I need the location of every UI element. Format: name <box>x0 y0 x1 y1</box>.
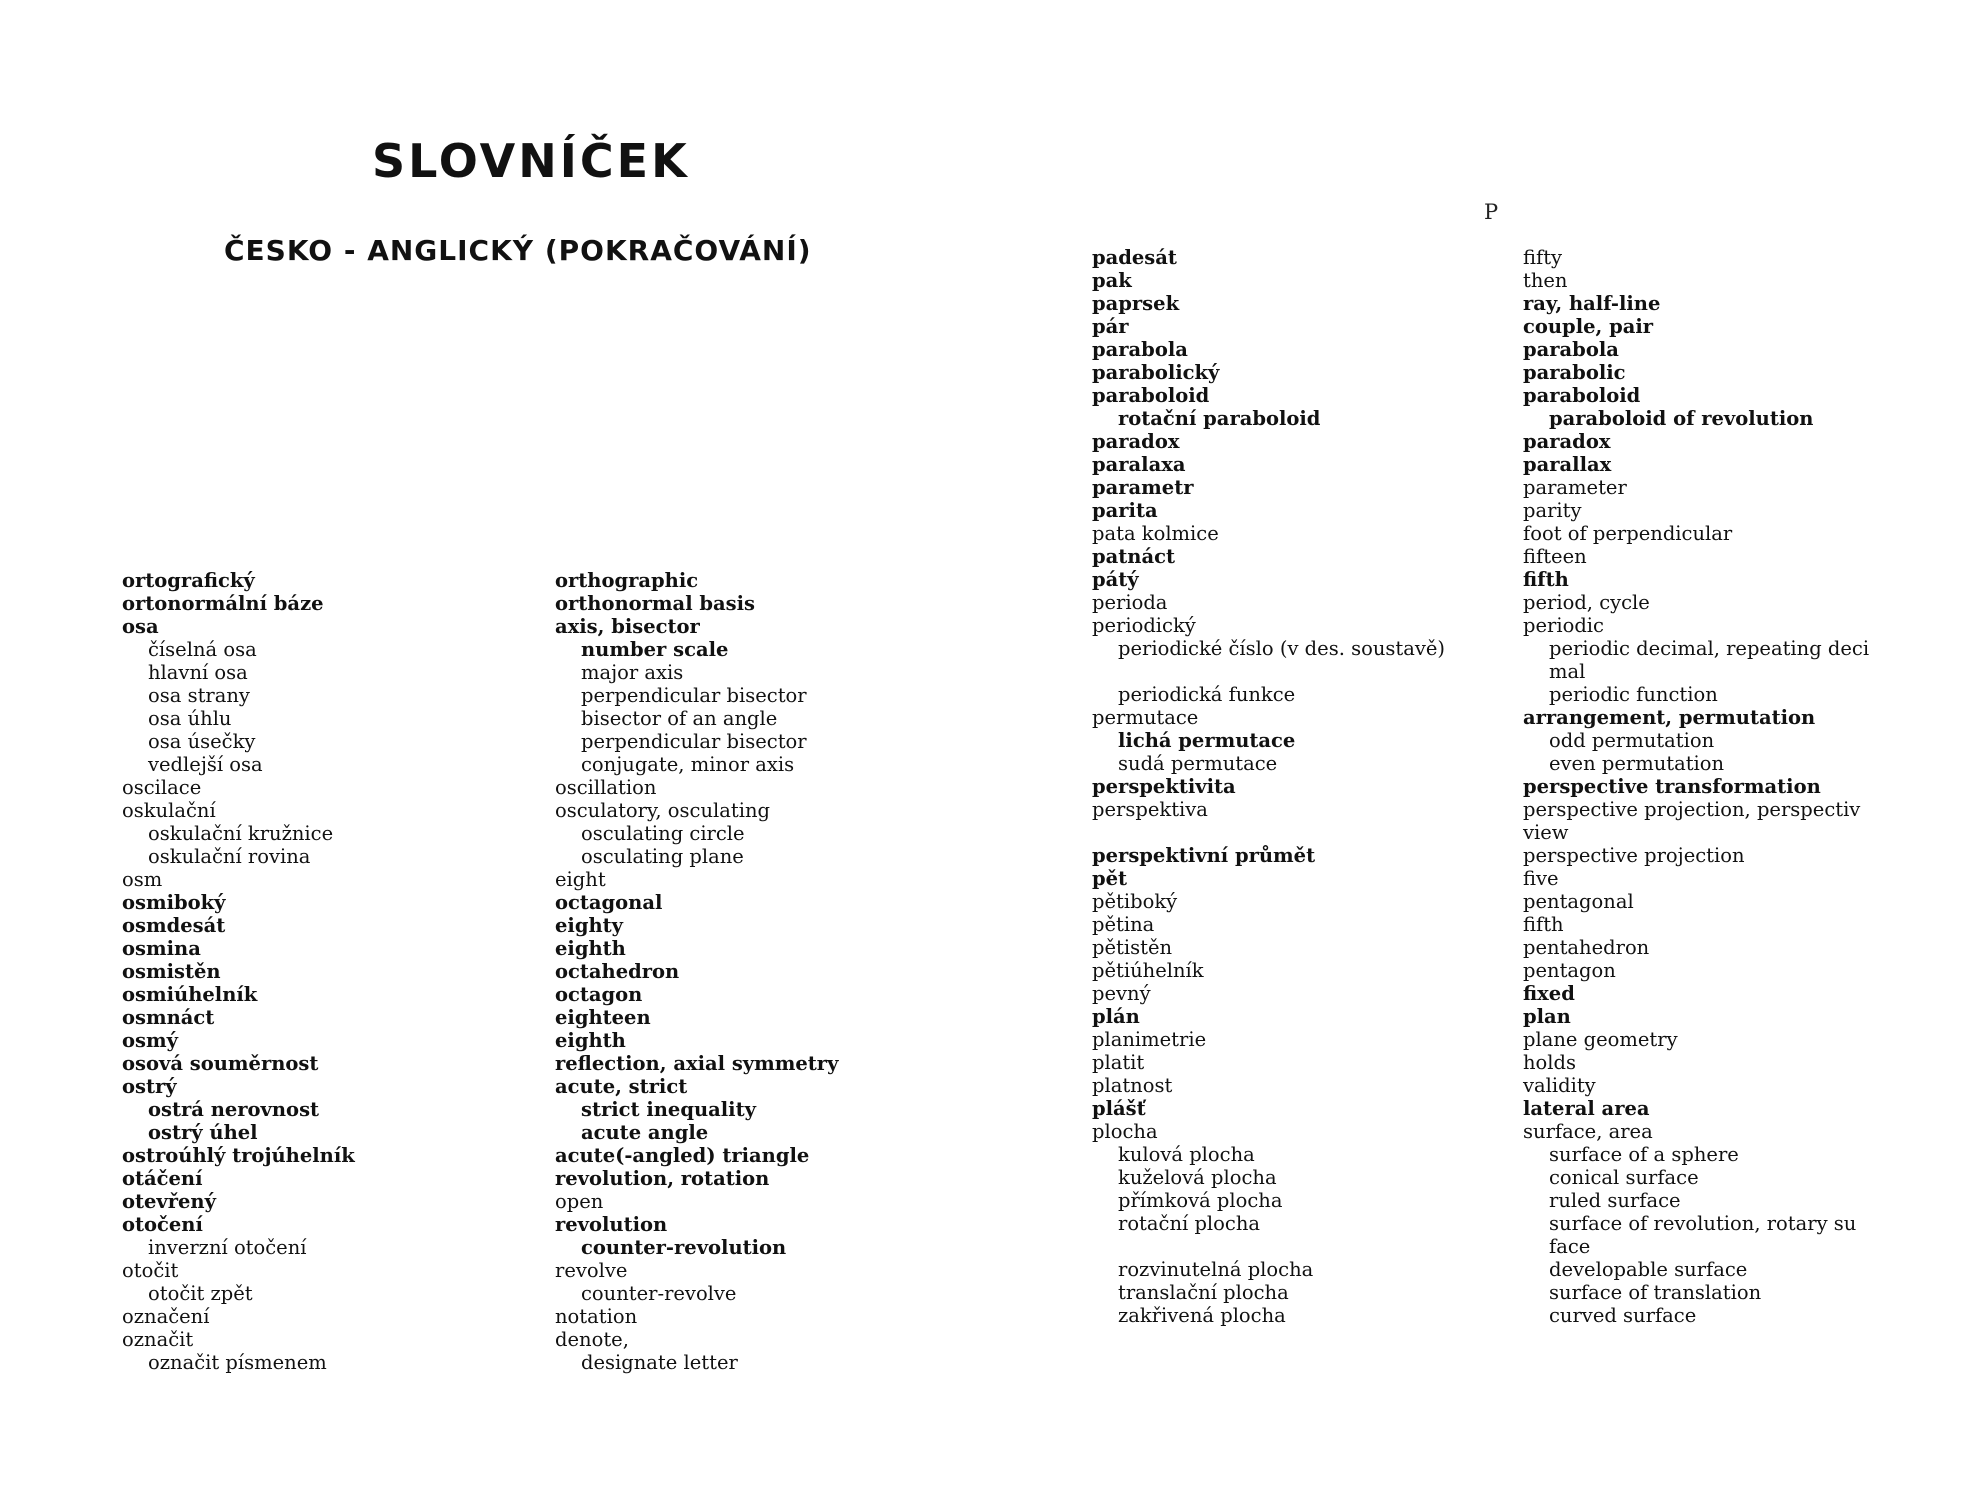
glossary-entry: reflection, axial symmetry <box>555 1052 839 1075</box>
glossary-entry: pevný <box>1092 982 1151 1005</box>
glossary-entry: padesát <box>1092 246 1177 269</box>
glossary-entry: eighth <box>555 937 626 960</box>
glossary-entry: periodické číslo (v des. soustavě) <box>1118 637 1446 660</box>
glossary-entry: even permutation <box>1549 752 1725 775</box>
glossary-entry: eight <box>555 868 606 891</box>
glossary-entry: kulová plocha <box>1118 1143 1255 1166</box>
glossary-entry: parametr <box>1092 476 1194 499</box>
glossary-entry: ray, half-line <box>1523 292 1661 315</box>
glossary-entry: permutace <box>1092 706 1199 729</box>
glossary-entry: otočit zpět <box>148 1282 253 1305</box>
glossary-entry: mal <box>1549 660 1586 683</box>
glossary-entry: osmina <box>122 937 201 960</box>
glossary-entry: otočení <box>122 1213 203 1236</box>
glossary-entry: otevřený <box>122 1190 216 1213</box>
glossary-entry: pět <box>1092 867 1128 890</box>
glossary-entry: osmistěn <box>122 960 221 983</box>
glossary-entry: surface, area <box>1523 1120 1653 1143</box>
glossary-entry: validity <box>1523 1074 1596 1097</box>
glossary-entry: octagon <box>555 983 643 1006</box>
glossary-entry: pata kolmice <box>1092 522 1219 545</box>
czech-terms-left-column <box>122 569 355 1374</box>
glossary-entry: ostroúhlý trojúhelník <box>122 1144 355 1167</box>
glossary-entry: orthonormal basis <box>555 592 756 615</box>
glossary-entry: otáčení <box>122 1167 203 1190</box>
english-terms-right-column <box>1523 246 1869 1327</box>
glossary-entry: osová souměrnost <box>122 1052 319 1075</box>
glossary-spacer <box>1092 821 1445 844</box>
glossary-entry: osm <box>122 868 163 891</box>
glossary-entry: eighth <box>555 1029 626 1052</box>
glossary-entry: planimetrie <box>1092 1028 1207 1051</box>
glossary-entry: zakřivená plocha <box>1118 1304 1286 1327</box>
glossary-entry: osa úhlu <box>148 707 232 730</box>
glossary-entry: perspective projection, perspectiv <box>1523 798 1861 821</box>
glossary-entry: osculating circle <box>581 822 745 845</box>
glossary-entry: kuželová plocha <box>1118 1166 1277 1189</box>
glossary-entry: perspektivita <box>1092 775 1236 798</box>
glossary-entry: face <box>1549 1235 1591 1258</box>
glossary-entry: acute, strict <box>555 1075 688 1098</box>
glossary-entry: ruled surface <box>1549 1189 1681 1212</box>
glossary-entry: five <box>1523 867 1559 890</box>
glossary-entry: pětiboký <box>1092 890 1178 913</box>
english-terms-left-column <box>555 569 838 1374</box>
glossary-entry: oskulační rovina <box>148 845 311 868</box>
glossary-entry: pentagon <box>1523 959 1616 982</box>
glossary-entry: ortonormální báze <box>122 592 324 615</box>
glossary-entry: ostrá nerovnost <box>148 1098 320 1121</box>
glossary-entry: parabola <box>1092 338 1188 361</box>
glossary-entry: bisector of an angle <box>581 707 778 730</box>
glossary-entry: arrangement, permutation <box>1523 706 1816 729</box>
glossary-entry: paralaxa <box>1092 453 1186 476</box>
glossary-entry: lateral area <box>1523 1097 1650 1120</box>
glossary-entry: osa <box>122 615 159 638</box>
glossary-entry: acute angle <box>581 1121 709 1144</box>
glossary-entry: couple, pair <box>1523 315 1654 338</box>
glossary-entry: patnáct <box>1092 545 1175 568</box>
glossary-entry: paradox <box>1092 430 1180 453</box>
glossary-entry: platit <box>1092 1051 1145 1074</box>
glossary-entry: notation <box>555 1305 638 1328</box>
czech-terms-right-column <box>1092 246 1445 1327</box>
glossary-entry: axis, bisector <box>555 615 700 638</box>
glossary-entry: oskulační <box>122 799 216 822</box>
glossary-entry: number scale <box>581 638 729 661</box>
glossary-entry: fifth <box>1523 568 1569 591</box>
glossary-entry: revolution, rotation <box>555 1167 770 1190</box>
glossary-entry: perspective transformation <box>1523 775 1821 798</box>
glossary-entry: rozvinutelná plocha <box>1118 1258 1314 1281</box>
glossary-entry: hlavní osa <box>148 661 248 684</box>
glossary-entry: paprsek <box>1092 292 1180 315</box>
glossary-entry: parita <box>1092 499 1158 522</box>
glossary-spacer <box>1092 660 1445 683</box>
page-subtitle: ČESKO - ANGLICKÝ (POKRAČOVÁNÍ) <box>224 234 812 267</box>
glossary-entry: rotační plocha <box>1118 1212 1261 1235</box>
glossary-entry: rotační paraboloid <box>1118 407 1321 430</box>
glossary-entry: vedlejší osa <box>148 753 263 776</box>
glossary-entry: pentahedron <box>1523 936 1650 959</box>
glossary-entry: periodic function <box>1549 683 1718 706</box>
glossary-entry: parameter <box>1523 476 1627 499</box>
glossary-entry: view <box>1523 821 1569 844</box>
glossary-entry: přímková plocha <box>1118 1189 1283 1212</box>
glossary-entry: conjugate, minor axis <box>581 753 795 776</box>
glossary-entry: developable surface <box>1549 1258 1748 1281</box>
glossary-entry: fifteen <box>1523 545 1587 568</box>
glossary-entry: designate letter <box>581 1351 738 1374</box>
glossary-entry: sudá permutace <box>1118 752 1278 775</box>
glossary-entry: open <box>555 1190 604 1213</box>
glossary-entry: parabolic <box>1523 361 1626 384</box>
glossary-entry: pětina <box>1092 913 1155 936</box>
glossary-entry: odd permutation <box>1549 729 1715 752</box>
glossary-entry: octahedron <box>555 960 680 983</box>
section-letter: P <box>1484 200 1499 224</box>
glossary-entry: fixed <box>1523 982 1575 1005</box>
glossary-entry: perspektivní průmět <box>1092 844 1316 867</box>
glossary-entry: pak <box>1092 269 1132 292</box>
glossary-entry: plan <box>1523 1005 1571 1028</box>
glossary-entry: curved surface <box>1549 1304 1697 1327</box>
glossary-entry: osmiúhelník <box>122 983 258 1006</box>
glossary-entry: revolve <box>555 1259 628 1282</box>
glossary-entry: orthographic <box>555 569 699 592</box>
glossary-entry: periodic decimal, repeating deci <box>1549 637 1870 660</box>
glossary-entry: holds <box>1523 1051 1577 1074</box>
glossary-entry: oscillation <box>555 776 657 799</box>
glossary-entry: perioda <box>1092 591 1168 614</box>
glossary-entry: acute(-angled) triangle <box>555 1144 810 1167</box>
glossary-entry: ostrý úhel <box>148 1121 258 1144</box>
glossary-entry: plášť <box>1092 1097 1146 1120</box>
glossary-entry: oscilace <box>122 776 202 799</box>
glossary-entry: periodická funkce <box>1118 683 1296 706</box>
glossary-entry: fifty <box>1523 246 1563 269</box>
glossary-entry: ostrý <box>122 1075 177 1098</box>
glossary-entry: period, cycle <box>1523 591 1650 614</box>
glossary-entry: revolution <box>555 1213 668 1236</box>
glossary-entry: parabolický <box>1092 361 1220 384</box>
glossary-entry: counter-revolve <box>581 1282 737 1305</box>
glossary-entry: paraboloid <box>1092 384 1210 407</box>
glossary-entry: fifth <box>1523 913 1564 936</box>
glossary-entry: ortografický <box>122 569 255 592</box>
glossary-entry: parabola <box>1523 338 1619 361</box>
glossary-entry: surface of revolution, rotary su <box>1549 1212 1857 1235</box>
glossary-entry: then <box>1523 269 1568 292</box>
glossary-entry: pětiúhelník <box>1092 959 1204 982</box>
glossary-entry: translační plocha <box>1118 1281 1289 1304</box>
glossary-entry: denote, <box>555 1328 629 1351</box>
glossary-entry: číselná osa <box>148 638 257 661</box>
glossary-entry: pětistěn <box>1092 936 1173 959</box>
glossary-entry: eighty <box>555 914 623 937</box>
glossary-entry: inverzní otočení <box>148 1236 307 1259</box>
glossary-entry: parity <box>1523 499 1582 522</box>
glossary-entry: strict inequality <box>581 1098 756 1121</box>
glossary-entry: paraboloid <box>1523 384 1641 407</box>
glossary-entry: surface of a sphere <box>1549 1143 1739 1166</box>
glossary-entry: pátý <box>1092 568 1139 591</box>
glossary-entry: označit písmenem <box>148 1351 327 1374</box>
glossary-entry: perpendicular bisector <box>581 730 807 753</box>
glossary-entry: plocha <box>1092 1120 1158 1143</box>
glossary-entry: conical surface <box>1549 1166 1699 1189</box>
glossary-entry: parallax <box>1523 453 1612 476</box>
glossary-entry: paradox <box>1523 430 1611 453</box>
glossary-entry: osa úsečky <box>148 730 256 753</box>
glossary-entry: osculatory, osculating <box>555 799 771 822</box>
glossary-entry: pár <box>1092 315 1129 338</box>
glossary-entry: označení <box>122 1305 210 1328</box>
glossary-spacer <box>1092 1235 1445 1258</box>
glossary-entry: counter-revolution <box>581 1236 787 1259</box>
glossary-entry: otočit <box>122 1259 179 1282</box>
glossary-entry: oskulační kružnice <box>148 822 334 845</box>
glossary-entry: paraboloid of revolution <box>1549 407 1814 430</box>
glossary-entry: lichá permutace <box>1118 729 1296 752</box>
glossary-entry: periodický <box>1092 614 1196 637</box>
glossary-entry: osculating plane <box>581 845 744 868</box>
glossary-entry: plane geometry <box>1523 1028 1678 1051</box>
glossary-entry: perspective projection <box>1523 844 1745 867</box>
glossary-entry: periodic <box>1523 614 1604 637</box>
glossary-entry: eighteen <box>555 1006 651 1029</box>
glossary-entry: plán <box>1092 1005 1140 1028</box>
glossary-entry: osmdesát <box>122 914 226 937</box>
glossary-entry: foot of perpendicular <box>1523 522 1733 545</box>
page-title: SLOVNÍČEK <box>372 134 690 188</box>
glossary-entry: osmiboký <box>122 891 226 914</box>
glossary-entry: octagonal <box>555 891 663 914</box>
glossary-entry: osmý <box>122 1029 178 1052</box>
glossary-entry: perpendicular bisector <box>581 684 807 707</box>
glossary-entry: pentagonal <box>1523 890 1634 913</box>
glossary-entry: osa strany <box>148 684 250 707</box>
glossary-entry: surface of translation <box>1549 1281 1762 1304</box>
glossary-entry: perspektiva <box>1092 798 1208 821</box>
glossary-entry: major axis <box>581 661 684 684</box>
glossary-entry: platnost <box>1092 1074 1173 1097</box>
glossary-entry: označit <box>122 1328 194 1351</box>
glossary-entry: osmnáct <box>122 1006 215 1029</box>
